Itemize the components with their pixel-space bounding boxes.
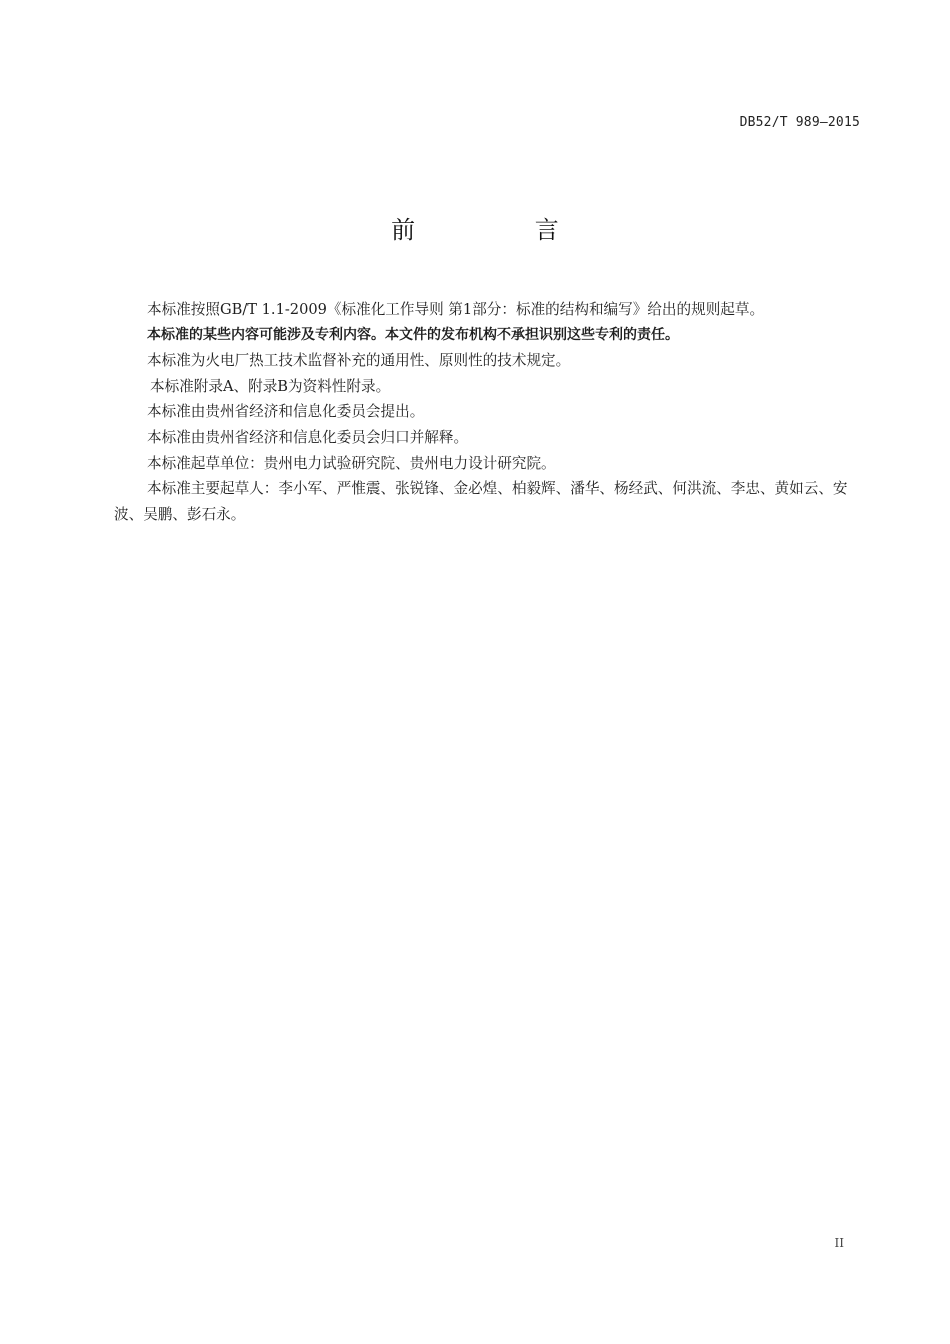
paragraph-appendix: 本标准附录A、附录B为资料性附录。 (150, 377, 391, 395)
page-title: 前 言 (391, 216, 615, 244)
paragraph-drafting-units: 本标准起草单位：贵州电力试验研究院、贵州电力设计研究院。 (147, 454, 556, 472)
foreword-body (114, 297, 864, 527)
paragraph-drafters: 本标准主要起草人：李小军、严惟震、张锐锋、金必煌、柏毅辉、潘华、杨经武、何洪流、李忠、黄如云、安波、吴鹏、彭石永。 (114, 480, 848, 523)
paragraph-proposer: 本标准由贵州省经济和信息化委员会提出。 (147, 403, 425, 421)
paragraph-administrator: 本标准由贵州省经济和信息化委员会归口并解释。 (147, 428, 469, 446)
standard-code: DB52/T 989—2015 (739, 115, 860, 130)
paragraph-scope: 本标准为火电厂热工技术监督补充的通用性、原则性的技术规定。 (147, 352, 571, 370)
paragraph-drafting-rules: 本标准按照GB/T 1.1-2009《标准化工作导则 第1部分：标准的结构和编写》给出的规则起草。 (147, 301, 765, 318)
paragraph-patent-notice: 本标准的某些内容可能涉及专利内容。本文件的发布机构不承担识别这些专利的责任。 (147, 326, 679, 343)
page-number: II (834, 1236, 844, 1250)
